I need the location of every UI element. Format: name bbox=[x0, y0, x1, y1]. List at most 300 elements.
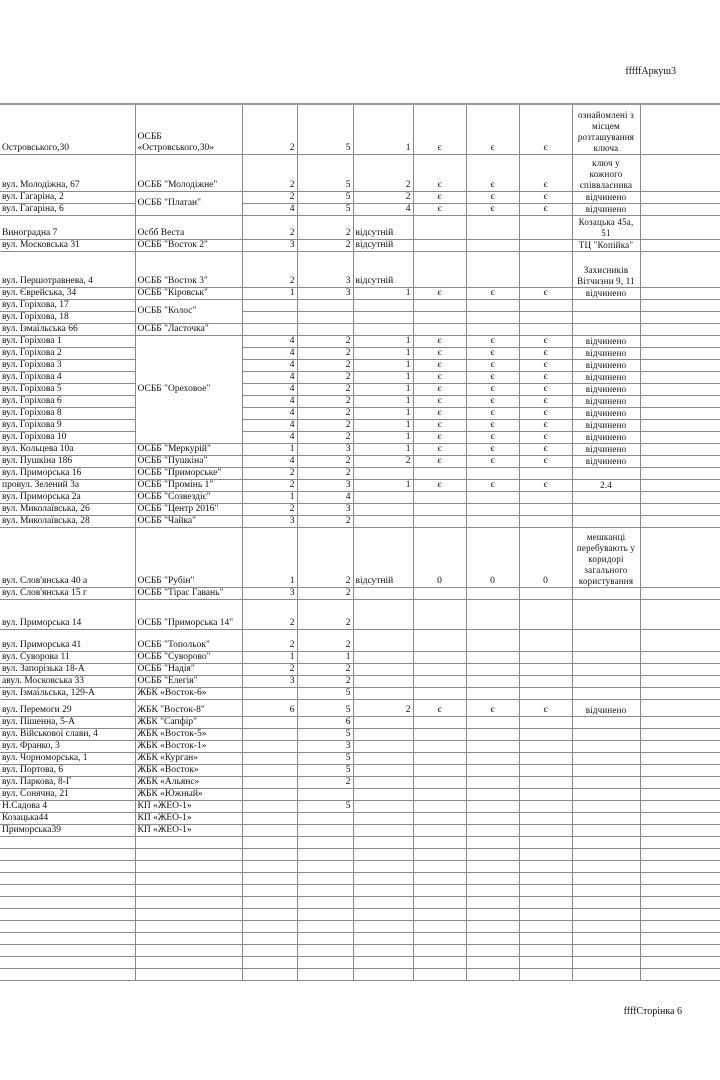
organization-cell: ОСББ "Промінь 1" bbox=[135, 479, 242, 491]
empty-cell bbox=[0, 920, 135, 932]
empty-cell bbox=[466, 860, 519, 872]
address-cell: вул. Горіхова, 18 bbox=[0, 311, 135, 323]
status-cell-3 bbox=[519, 716, 572, 728]
status-cell-2: є bbox=[466, 383, 519, 395]
empty-row bbox=[0, 872, 720, 884]
count-cell-2: 3 bbox=[297, 287, 353, 299]
extra-cell bbox=[640, 203, 720, 215]
extra-cell bbox=[640, 104, 720, 154]
empty-cell bbox=[519, 896, 572, 908]
table-row bbox=[0, 215, 720, 239]
empty-cell bbox=[0, 848, 135, 860]
status-cell-3: є bbox=[519, 407, 572, 419]
organization-cell: ОСББ "Суворово" bbox=[135, 651, 242, 663]
count-cell-2: 3 bbox=[297, 503, 353, 515]
count-cell-3: 2 bbox=[353, 455, 413, 467]
count-cell-3 bbox=[353, 776, 413, 788]
status-cell-1: є bbox=[413, 287, 466, 299]
status-cell-3: 0 bbox=[519, 527, 572, 587]
extra-cell bbox=[640, 191, 720, 203]
status-cell-2 bbox=[466, 311, 519, 323]
table-row bbox=[0, 788, 720, 800]
count-cell-3 bbox=[353, 629, 413, 651]
organization-cell: ОСББ "Рубін" bbox=[135, 527, 242, 587]
table-row bbox=[0, 154, 720, 191]
table-row bbox=[0, 812, 720, 824]
count-cell-3: 1 bbox=[353, 419, 413, 431]
empty-cell bbox=[572, 956, 640, 968]
organization-cell: ЖБК "Сапфір" bbox=[135, 716, 242, 728]
status-cell-3: є bbox=[519, 104, 572, 154]
empty-cell bbox=[640, 860, 720, 872]
empty-cell bbox=[0, 932, 135, 944]
table-row bbox=[0, 335, 720, 347]
count-cell-2: 5 bbox=[297, 728, 353, 740]
empty-cell bbox=[135, 836, 242, 848]
organization-cell: КП «ЖЕО-1» bbox=[135, 824, 242, 836]
count-cell-1 bbox=[242, 299, 297, 311]
status-cell-3: є bbox=[519, 699, 572, 716]
organization-cell: ОСББ "Пушкіна" bbox=[135, 455, 242, 467]
empty-cell bbox=[519, 944, 572, 956]
count-cell-3: 1 bbox=[353, 395, 413, 407]
organization-cell: Осбб Веста bbox=[135, 215, 242, 239]
address-cell: вул. Військової слави, 4 bbox=[0, 728, 135, 740]
status-cell-2: є bbox=[466, 287, 519, 299]
status-cell-1 bbox=[413, 776, 466, 788]
count-cell-1: 4 bbox=[242, 371, 297, 383]
organization-cell: ОСББ "Тірас Гавань" bbox=[135, 587, 242, 599]
extra-cell bbox=[640, 311, 720, 323]
count-cell-3: 1 bbox=[353, 335, 413, 347]
note-cell: відчинено bbox=[572, 347, 640, 359]
count-cell-2: 6 bbox=[297, 716, 353, 728]
address-cell: вул. Кольцева 10а bbox=[0, 443, 135, 455]
extra-cell bbox=[640, 812, 720, 824]
table-row bbox=[0, 395, 720, 407]
organization-cell: ОСББ "Елегія" bbox=[135, 675, 242, 687]
count-cell-2: 2 bbox=[297, 599, 353, 629]
extra-cell bbox=[640, 455, 720, 467]
empty-cell bbox=[0, 896, 135, 908]
note-cell bbox=[572, 491, 640, 503]
address-cell: вул. Гагаріна, 2 bbox=[0, 191, 135, 203]
count-cell-3 bbox=[353, 299, 413, 311]
status-cell-1: є bbox=[413, 431, 466, 443]
status-cell-2: є bbox=[466, 371, 519, 383]
address-cell: вул. Ізмаїльська 66 bbox=[0, 323, 135, 335]
note-cell: ТЦ "Копійка" bbox=[572, 239, 640, 251]
address-cell: вул. Приморська 14 bbox=[0, 599, 135, 629]
status-cell-3: є bbox=[519, 455, 572, 467]
extra-cell bbox=[640, 251, 720, 287]
extra-cell bbox=[640, 788, 720, 800]
note-cell: відчинено bbox=[572, 419, 640, 431]
extra-cell bbox=[640, 491, 720, 503]
organization-cell: ОСББ "Платан" bbox=[135, 191, 242, 215]
count-cell-3: 1 bbox=[353, 383, 413, 395]
count-cell-2: 2 bbox=[297, 455, 353, 467]
empty-cell bbox=[572, 860, 640, 872]
count-cell-1: 2 bbox=[242, 191, 297, 203]
empty-cell bbox=[519, 836, 572, 848]
note-cell bbox=[572, 716, 640, 728]
count-cell-2: 5 bbox=[297, 699, 353, 716]
empty-cell bbox=[353, 896, 413, 908]
organization-cell: ОСББ "Топольок" bbox=[135, 629, 242, 651]
status-cell-3 bbox=[519, 764, 572, 776]
note-cell: відчинено bbox=[572, 431, 640, 443]
extra-cell bbox=[640, 479, 720, 491]
count-cell-1 bbox=[242, 788, 297, 800]
empty-cell bbox=[353, 956, 413, 968]
note-cell bbox=[572, 323, 640, 335]
status-cell-1 bbox=[413, 587, 466, 599]
note-cell: 2.4 bbox=[572, 479, 640, 491]
table-row bbox=[0, 527, 720, 587]
data-table bbox=[0, 103, 720, 981]
status-cell-3 bbox=[519, 311, 572, 323]
address-cell: Виноградна 7 bbox=[0, 215, 135, 239]
empty-row bbox=[0, 860, 720, 872]
empty-cell bbox=[519, 908, 572, 920]
count-cell-1 bbox=[242, 728, 297, 740]
extra-cell bbox=[640, 154, 720, 191]
status-cell-3: є bbox=[519, 335, 572, 347]
status-cell-2 bbox=[466, 812, 519, 824]
table-row bbox=[0, 752, 720, 764]
organization-cell: ЖБК «Восток-5» bbox=[135, 728, 242, 740]
note-cell bbox=[572, 740, 640, 752]
extra-cell bbox=[640, 431, 720, 443]
count-cell-1 bbox=[242, 764, 297, 776]
status-cell-2 bbox=[466, 323, 519, 335]
empty-cell bbox=[572, 896, 640, 908]
empty-cell bbox=[242, 944, 297, 956]
address-cell: вул. Суворова 11 bbox=[0, 651, 135, 663]
count-cell-2: 3 bbox=[297, 251, 353, 287]
empty-cell bbox=[572, 944, 640, 956]
status-cell-1 bbox=[413, 800, 466, 812]
empty-cell bbox=[519, 920, 572, 932]
status-cell-2 bbox=[466, 776, 519, 788]
count-cell-2 bbox=[297, 311, 353, 323]
empty-cell bbox=[297, 872, 353, 884]
status-cell-3: є bbox=[519, 419, 572, 431]
status-cell-3 bbox=[519, 740, 572, 752]
status-cell-2 bbox=[466, 251, 519, 287]
organization-cell: ЖБК «Восток-6» bbox=[135, 687, 242, 699]
status-cell-1 bbox=[413, 491, 466, 503]
status-cell-3 bbox=[519, 503, 572, 515]
empty-cell bbox=[135, 848, 242, 860]
count-cell-3 bbox=[353, 687, 413, 699]
note-cell: Захисників Вітчизни 9, 11 bbox=[572, 251, 640, 287]
note-cell bbox=[572, 812, 640, 824]
status-cell-3 bbox=[519, 467, 572, 479]
count-cell-3 bbox=[353, 728, 413, 740]
status-cell-2 bbox=[466, 299, 519, 311]
empty-row bbox=[0, 932, 720, 944]
note-cell: відчинено bbox=[572, 335, 640, 347]
table-row bbox=[0, 467, 720, 479]
count-cell-1: 2 bbox=[242, 251, 297, 287]
status-cell-3 bbox=[519, 728, 572, 740]
note-cell bbox=[572, 824, 640, 836]
status-cell-2 bbox=[466, 716, 519, 728]
count-cell-3: відсутній bbox=[353, 239, 413, 251]
note-cell: відчинено bbox=[572, 699, 640, 716]
empty-row bbox=[0, 944, 720, 956]
empty-cell bbox=[466, 896, 519, 908]
count-cell-2: 2 bbox=[297, 587, 353, 599]
note-cell bbox=[572, 599, 640, 629]
empty-cell bbox=[466, 968, 519, 980]
status-cell-1 bbox=[413, 503, 466, 515]
count-cell-2: 2 bbox=[297, 419, 353, 431]
status-cell-2 bbox=[466, 728, 519, 740]
address-cell: вул. Запорізька 18-А bbox=[0, 663, 135, 675]
extra-cell bbox=[640, 675, 720, 687]
status-cell-2: є bbox=[466, 455, 519, 467]
count-cell-1: 2 bbox=[242, 215, 297, 239]
address-cell: вул. Франко, 3 bbox=[0, 740, 135, 752]
table-row bbox=[0, 443, 720, 455]
address-cell: вул. Портова, 6 bbox=[0, 764, 135, 776]
empty-cell bbox=[640, 908, 720, 920]
address-cell: вул. Московська 31 bbox=[0, 239, 135, 251]
empty-cell bbox=[0, 944, 135, 956]
address-cell: вул. Приморська 41 bbox=[0, 629, 135, 651]
status-cell-3 bbox=[519, 215, 572, 239]
extra-cell bbox=[640, 800, 720, 812]
empty-cell bbox=[572, 848, 640, 860]
address-cell: вул. Молодіжна, 67 bbox=[0, 154, 135, 191]
extra-cell bbox=[640, 527, 720, 587]
status-cell-2: є bbox=[466, 395, 519, 407]
count-cell-2: 5 bbox=[297, 800, 353, 812]
count-cell-2: 5 bbox=[297, 104, 353, 154]
empty-cell bbox=[572, 908, 640, 920]
extra-cell bbox=[640, 239, 720, 251]
extra-cell bbox=[640, 383, 720, 395]
empty-cell bbox=[519, 968, 572, 980]
count-cell-3 bbox=[353, 323, 413, 335]
organization-cell: ОСББ «Островського,30» bbox=[135, 104, 242, 154]
empty-cell bbox=[242, 872, 297, 884]
count-cell-1 bbox=[242, 311, 297, 323]
count-cell-1: 2 bbox=[242, 104, 297, 154]
count-cell-2 bbox=[297, 299, 353, 311]
status-cell-3 bbox=[519, 587, 572, 599]
count-cell-2: 2 bbox=[297, 776, 353, 788]
status-cell-2: є bbox=[466, 479, 519, 491]
status-cell-3: є bbox=[519, 347, 572, 359]
count-cell-1: 2 bbox=[242, 599, 297, 629]
count-cell-1: 1 bbox=[242, 527, 297, 587]
empty-cell bbox=[519, 872, 572, 884]
count-cell-3: 1 bbox=[353, 347, 413, 359]
organization-cell: ОСББ "Меркурій" bbox=[135, 443, 242, 455]
status-cell-3: є bbox=[519, 287, 572, 299]
address-cell: вул. Пушкіна 186 bbox=[0, 455, 135, 467]
empty-cell bbox=[297, 860, 353, 872]
count-cell-1: 4 bbox=[242, 335, 297, 347]
status-cell-3: є bbox=[519, 479, 572, 491]
table-row bbox=[0, 479, 720, 491]
note-cell: відчинено bbox=[572, 287, 640, 299]
note-cell: відчинено bbox=[572, 359, 640, 371]
extra-cell bbox=[640, 651, 720, 663]
status-cell-2 bbox=[466, 663, 519, 675]
status-cell-1 bbox=[413, 728, 466, 740]
count-cell-2: 2 bbox=[297, 467, 353, 479]
table-row bbox=[0, 239, 720, 251]
count-cell-3 bbox=[353, 675, 413, 687]
note-cell bbox=[572, 629, 640, 651]
empty-cell bbox=[297, 944, 353, 956]
status-cell-2: є bbox=[466, 191, 519, 203]
address-cell: вул. Перемоги 29 bbox=[0, 699, 135, 716]
status-cell-2 bbox=[466, 788, 519, 800]
count-cell-3: 1 bbox=[353, 479, 413, 491]
status-cell-3: є bbox=[519, 154, 572, 191]
address-cell: Островського,30 bbox=[0, 104, 135, 154]
status-cell-2 bbox=[466, 503, 519, 515]
status-cell-3 bbox=[519, 663, 572, 675]
table-row bbox=[0, 419, 720, 431]
address-cell: вул. Гагаріна, 6 bbox=[0, 203, 135, 215]
status-cell-3: є bbox=[519, 191, 572, 203]
empty-cell bbox=[0, 956, 135, 968]
status-cell-2 bbox=[466, 491, 519, 503]
status-cell-1 bbox=[413, 740, 466, 752]
empty-cell bbox=[519, 932, 572, 944]
empty-cell bbox=[572, 836, 640, 848]
status-cell-1 bbox=[413, 687, 466, 699]
count-cell-1: 3 bbox=[242, 587, 297, 599]
count-cell-1: 4 bbox=[242, 383, 297, 395]
count-cell-2: 5 bbox=[297, 154, 353, 191]
status-cell-2: є bbox=[466, 104, 519, 154]
status-cell-1: є bbox=[413, 154, 466, 191]
extra-cell bbox=[640, 776, 720, 788]
status-cell-1: 0 bbox=[413, 527, 466, 587]
status-cell-1: є bbox=[413, 383, 466, 395]
address-cell: вул. Першотравнева, 4 bbox=[0, 251, 135, 287]
count-cell-2: 3 bbox=[297, 479, 353, 491]
extra-cell bbox=[640, 824, 720, 836]
count-cell-3 bbox=[353, 651, 413, 663]
count-cell-1: 2 bbox=[242, 467, 297, 479]
count-cell-1: 4 bbox=[242, 455, 297, 467]
extra-cell bbox=[640, 215, 720, 239]
note-cell: відчинено bbox=[572, 443, 640, 455]
empty-cell bbox=[353, 968, 413, 980]
count-cell-1: 4 bbox=[242, 359, 297, 371]
count-cell-3: 1 bbox=[353, 443, 413, 455]
count-cell-2: 5 bbox=[297, 752, 353, 764]
extra-cell bbox=[640, 287, 720, 299]
status-cell-2 bbox=[466, 629, 519, 651]
status-cell-1 bbox=[413, 812, 466, 824]
status-cell-2 bbox=[466, 599, 519, 629]
count-cell-3: відсутній bbox=[353, 251, 413, 287]
extra-cell bbox=[640, 407, 720, 419]
empty-cell bbox=[640, 884, 720, 896]
empty-cell bbox=[297, 848, 353, 860]
note-cell bbox=[572, 503, 640, 515]
extra-cell bbox=[640, 663, 720, 675]
note-cell bbox=[572, 764, 640, 776]
address-cell: вул. Горіхова 4 bbox=[0, 371, 135, 383]
extra-cell bbox=[640, 371, 720, 383]
empty-cell bbox=[297, 920, 353, 932]
count-cell-1 bbox=[242, 752, 297, 764]
table-row bbox=[0, 629, 720, 651]
empty-cell bbox=[413, 968, 466, 980]
table-row bbox=[0, 287, 720, 299]
address-cell: вул. Єврейська, 34 bbox=[0, 287, 135, 299]
count-cell-2: 2 bbox=[297, 663, 353, 675]
count-cell-2: 5 bbox=[297, 687, 353, 699]
status-cell-2: є bbox=[466, 431, 519, 443]
organization-cell: ОСББ "Надія" bbox=[135, 663, 242, 675]
status-cell-3 bbox=[519, 515, 572, 527]
count-cell-2 bbox=[297, 323, 353, 335]
count-cell-2: 2 bbox=[297, 215, 353, 239]
table-row bbox=[0, 311, 720, 323]
status-cell-2 bbox=[466, 752, 519, 764]
status-cell-2: є bbox=[466, 335, 519, 347]
empty-cell bbox=[572, 884, 640, 896]
count-cell-2: 3 bbox=[297, 740, 353, 752]
status-cell-3: є bbox=[519, 359, 572, 371]
table-row bbox=[0, 687, 720, 699]
status-cell-1 bbox=[413, 764, 466, 776]
status-cell-2: є bbox=[466, 154, 519, 191]
extra-cell bbox=[640, 323, 720, 335]
organization-cell: КП «ЖЕО-1» bbox=[135, 812, 242, 824]
count-cell-2: 2 bbox=[297, 407, 353, 419]
status-cell-2 bbox=[466, 239, 519, 251]
count-cell-2: 2 bbox=[297, 335, 353, 347]
table-row bbox=[0, 764, 720, 776]
status-cell-1 bbox=[413, 824, 466, 836]
count-cell-2: 2 bbox=[297, 515, 353, 527]
table-row bbox=[0, 299, 720, 311]
count-cell-1: 4 bbox=[242, 419, 297, 431]
empty-cell bbox=[466, 848, 519, 860]
empty-cell bbox=[519, 956, 572, 968]
status-cell-3 bbox=[519, 776, 572, 788]
status-cell-1 bbox=[413, 215, 466, 239]
status-cell-3 bbox=[519, 299, 572, 311]
count-cell-3: 1 bbox=[353, 407, 413, 419]
empty-cell bbox=[297, 836, 353, 848]
count-cell-1: 3 bbox=[242, 675, 297, 687]
organization-cell: ЖБК «Южный» bbox=[135, 788, 242, 800]
organization-cell: ОСББ "Чайка" bbox=[135, 515, 242, 527]
organization-cell: ОСББ "Колос" bbox=[135, 299, 242, 323]
empty-cell bbox=[640, 848, 720, 860]
page-footer: ffffСторінка 6 bbox=[623, 1006, 682, 1017]
address-cell: вул. Горіхова 10 bbox=[0, 431, 135, 443]
count-cell-3: 1 bbox=[353, 431, 413, 443]
status-cell-2 bbox=[466, 675, 519, 687]
status-cell-3: є bbox=[519, 395, 572, 407]
table-row bbox=[0, 371, 720, 383]
